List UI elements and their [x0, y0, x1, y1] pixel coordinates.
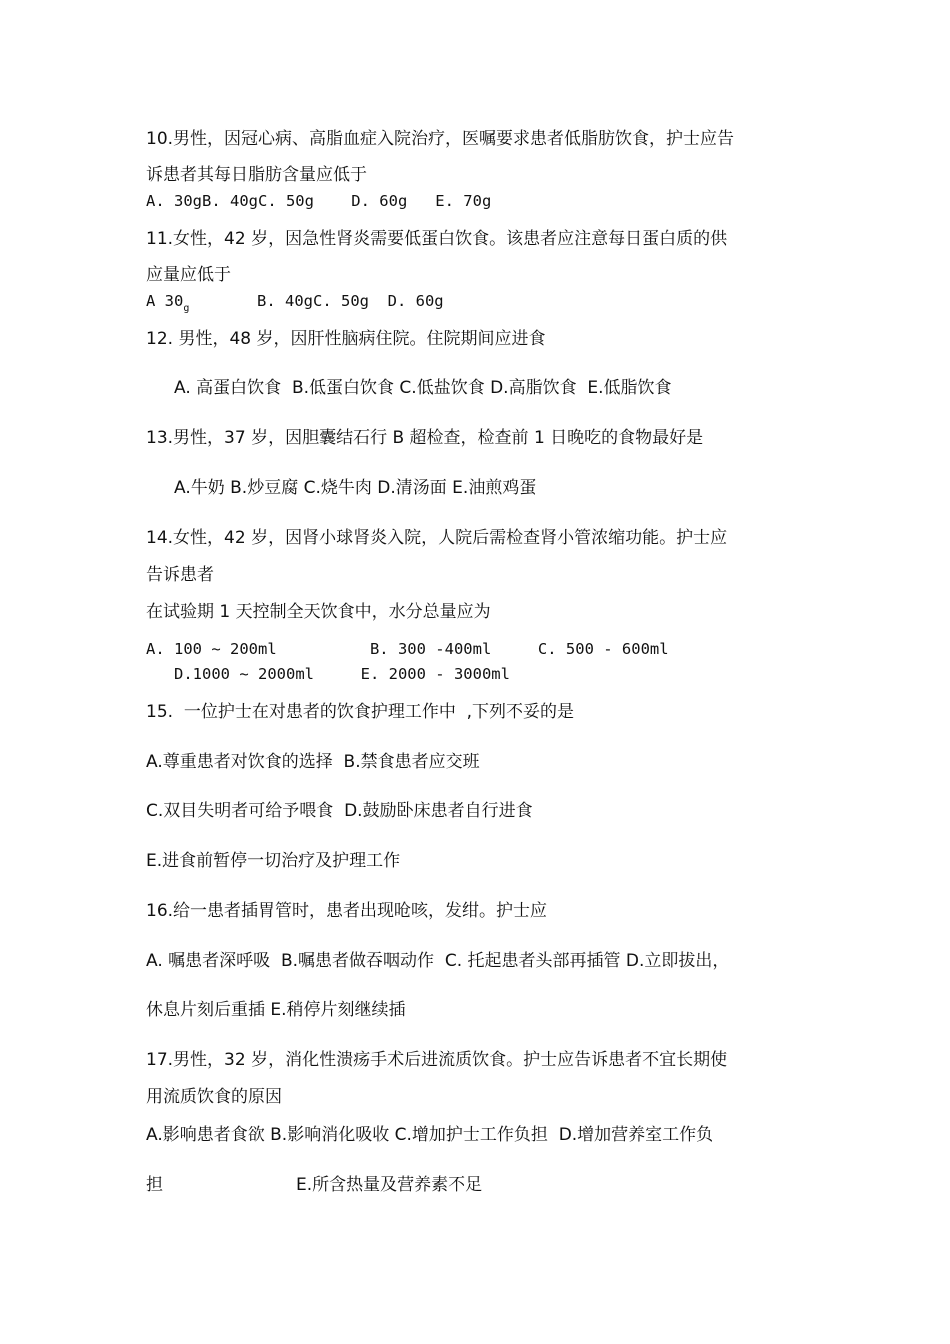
q14-options-row1: A. 100 ~ 200ml B. 300 -400ml C. 500 - 600ml	[146, 640, 669, 658]
q15-option-e: E.进食前暂停一切治疗及护理工作	[146, 851, 401, 871]
q11-options-rest: B. 40gC. 50g D. 60g	[257, 292, 444, 310]
q15-options-ab: A.尊重患者对饮食的选择 B.禁食患者应交班	[146, 752, 480, 772]
q14-options-row2: D.1000 ~ 2000ml E. 2000 - 3000ml	[174, 665, 510, 683]
q13-stem: 13.男性，37 岁，因胆囊结石行 B 超检查，检查前 1 日晚吃的食物最好是	[146, 428, 704, 448]
q17-stem-line1: 17.男性，32 岁，消化性溃疡手术后进流质饮食。护士应告诉患者不宜长期使	[146, 1050, 728, 1070]
q10-stem-line1: 10.男性，因冠心病、高脂血症入院治疗，医嘱要求患者低脂肪饮食，护士应告	[146, 129, 735, 149]
q17-options-line1: A.影响患者食欲 B.影响消化吸收 C.增加护士工作负担 D.增加营养室工作负	[146, 1125, 714, 1145]
q14-stem-line2: 告诉患者	[146, 565, 214, 585]
q17-options-line2-start: 担	[146, 1175, 163, 1195]
q17-stem-line2: 用流质饮食的原因	[146, 1087, 282, 1107]
q10-options: A. 30gB. 40gC. 50g D. 60g E. 70g	[146, 192, 492, 210]
q13-options: A.牛奶 B.炒豆腐 C.烧牛肉 D.清汤面 E.油煎鸡蛋	[174, 478, 537, 498]
q16-stem: 16.给一患者插胃管时，患者出现呛咳，发绀。护士应	[146, 901, 548, 921]
q11-stem-line2: 应量应低于	[146, 265, 231, 285]
q16-options-line1: A. 嘱患者深呼吸 B.嘱患者做吞咽动作 C. 托起患者头部再插管 D.立即拔出，	[146, 951, 730, 971]
q14-stem-line1: 14.女性，42 岁，因肾小球肾炎入院，人院后需检查肾小管浓缩功能。护士应	[146, 528, 728, 548]
q10-stem-line2: 诉患者其每日脂肪含量应低于	[146, 165, 367, 185]
q12-options: A. 高蛋白饮食 B.低蛋白饮食 C.低盐饮食 D.高脂饮食 E.低脂饮食	[174, 378, 672, 398]
q11-options	[146, 290, 189, 312]
q16-options-line2: 休息片刻后重插 E.稍停片刻继续插	[146, 1000, 406, 1020]
q15-options-cd: C.双目失明者可给予喂食 D.鼓励卧床患者自行进食	[146, 801, 533, 821]
q17-option-e: E.所含热量及营养素不足	[296, 1175, 483, 1195]
q11-option-a-unit: g	[183, 303, 190, 314]
q11-option-a: A 30	[146, 292, 184, 310]
q15-stem: 15. 一位护士在对患者的饮食护理工作中 ,下列不妥的是	[146, 702, 575, 722]
q11-stem-line1: 11.女性，42 岁，因急性肾炎需要低蛋白饮食。该患者应注意每日蛋白质的供	[146, 229, 728, 249]
q12-stem: 12. 男性，48 岁，因肝性脑病住院。住院期间应进食	[146, 329, 546, 349]
q14-stem-line3: 在试验期 1 天控制全天饮食中，水分总量应为	[146, 602, 491, 622]
